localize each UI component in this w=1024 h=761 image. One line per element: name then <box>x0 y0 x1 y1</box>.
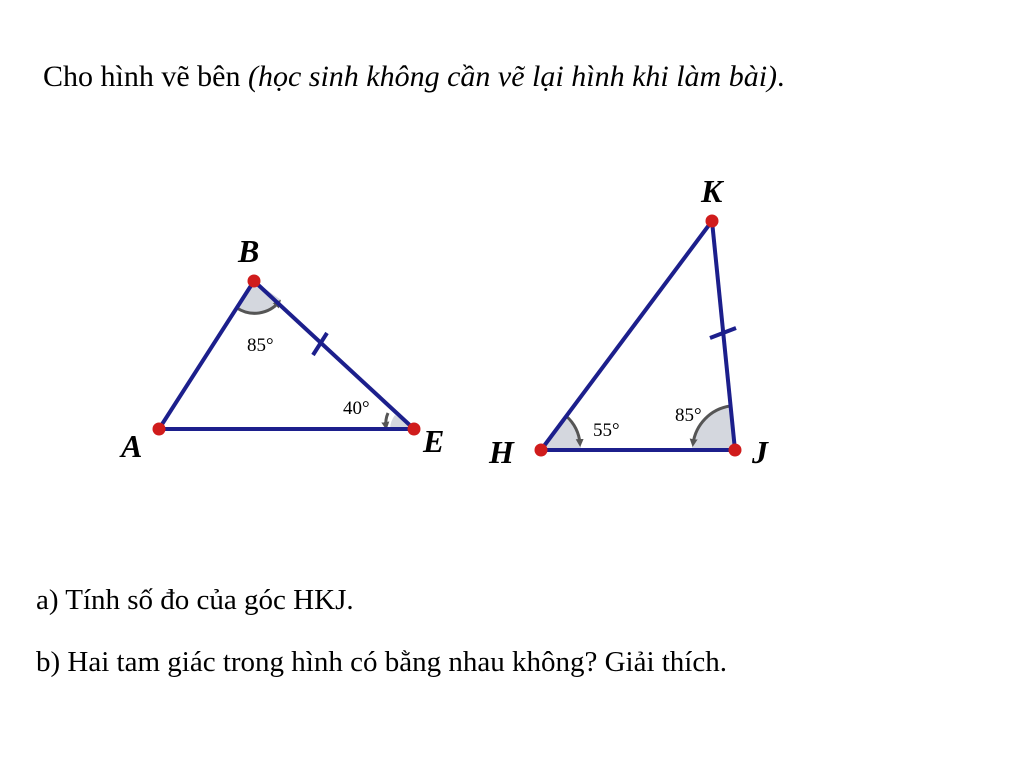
angle-j-value: 85° <box>675 405 702 426</box>
label-j: J <box>752 434 768 470</box>
point-h <box>535 444 548 457</box>
intro-italic-note: (học sinh không cần vẽ lại hình khi làm bài) <box>247 60 778 93</box>
question-b: b) Hai tam giác trong hình có bằng nhau không? Giải thích. <box>36 646 727 678</box>
angle-e-arrow <box>386 413 388 427</box>
intro-prefix: Cho hình vẽ bên <box>43 60 248 93</box>
label-e: E <box>423 423 445 459</box>
point-j <box>729 444 742 457</box>
point-k <box>706 215 719 228</box>
side-be <box>254 281 414 429</box>
label-a: A <box>121 428 143 464</box>
question-a: a) Tính số đo của góc HKJ. <box>36 584 354 616</box>
label-k: K <box>701 173 723 209</box>
intro-suffix: . <box>777 60 785 93</box>
angle-e-value: 40° <box>343 398 370 419</box>
side-ab <box>159 281 254 429</box>
angle-h-value: 55° <box>593 420 620 441</box>
label-b: B <box>238 233 260 269</box>
label-h: H <box>489 434 514 470</box>
point-b <box>248 275 261 288</box>
point-a <box>153 423 166 436</box>
triangle-abe <box>119 233 444 464</box>
point-e <box>408 423 421 436</box>
triangle-hkj <box>488 173 769 470</box>
angle-b-value: 85° <box>247 335 274 356</box>
